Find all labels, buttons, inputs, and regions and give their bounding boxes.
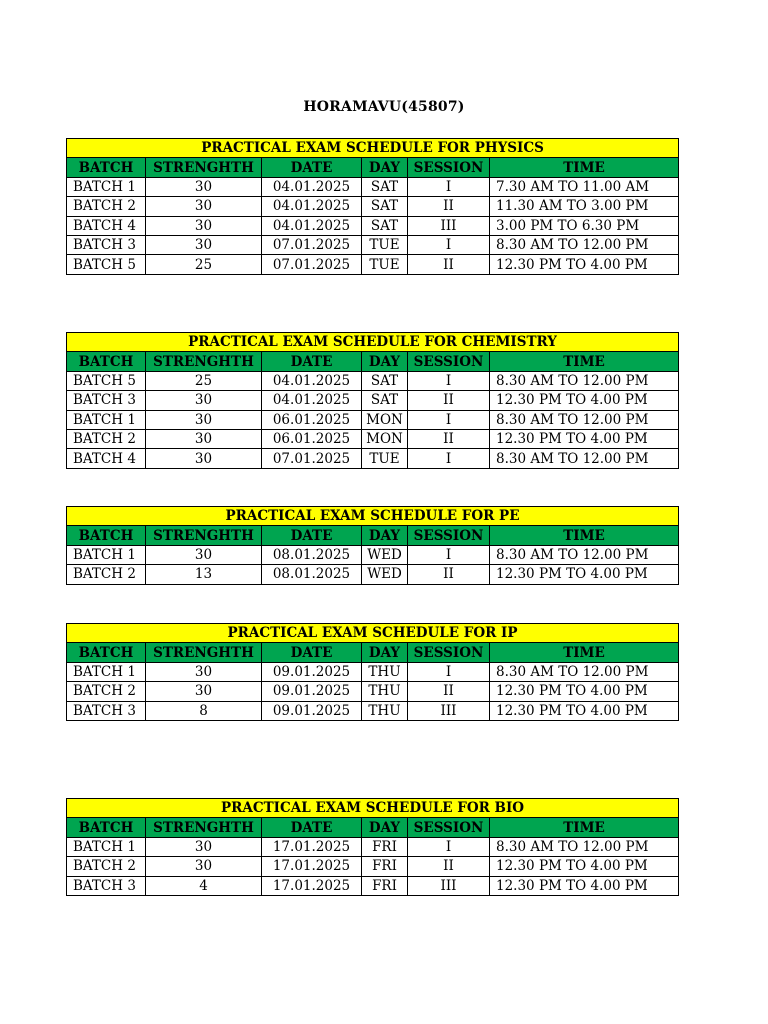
column-header-time: TIME — [490, 818, 679, 837]
cell-session: I — [408, 662, 490, 681]
cell-strength: 30 — [146, 682, 262, 701]
cell-date: 17.01.2025 — [262, 857, 362, 876]
cell-session: I — [408, 235, 490, 254]
cell-date: 04.01.2025 — [262, 197, 362, 216]
table-row — [67, 876, 679, 895]
column-header-time: TIME — [490, 643, 679, 662]
column-header-row — [67, 526, 679, 545]
table-row — [67, 857, 679, 876]
cell-date: 17.01.2025 — [262, 837, 362, 856]
cell-strength: 30 — [146, 837, 262, 856]
cell-time: 8.30 AM TO 12.00 PM — [490, 371, 679, 390]
cell-time: 12.30 PM TO 4.00 PM — [490, 429, 679, 448]
cell-batch: BATCH 1 — [67, 410, 146, 429]
cell-batch: BATCH 3 — [67, 391, 146, 410]
cell-day: WED — [362, 545, 408, 564]
column-header-row — [67, 158, 679, 177]
column-header-batch: BATCH — [67, 158, 146, 177]
cell-date: 04.01.2025 — [262, 216, 362, 235]
cell-date: 17.01.2025 — [262, 876, 362, 895]
cell-date: 06.01.2025 — [262, 429, 362, 448]
cell-day: MON — [362, 410, 408, 429]
schedule-table-bio — [66, 798, 679, 896]
cell-strength: 30 — [146, 857, 262, 876]
cell-batch: BATCH 1 — [67, 662, 146, 681]
cell-batch: BATCH 3 — [67, 876, 146, 895]
cell-session: I — [408, 177, 490, 196]
table-row — [67, 255, 679, 274]
cell-batch: BATCH 2 — [67, 682, 146, 701]
column-header-session: SESSION — [408, 158, 490, 177]
cell-date: 07.01.2025 — [262, 255, 362, 274]
cell-time: 8.30 AM TO 12.00 PM — [490, 235, 679, 254]
column-header-strength: STRENGHTH — [146, 526, 262, 545]
column-header-day: DAY — [362, 158, 408, 177]
column-header-session: SESSION — [408, 352, 490, 371]
cell-day: FRI — [362, 837, 408, 856]
table-row — [67, 837, 679, 856]
schedule-table-chemistry — [66, 332, 679, 469]
column-header-row — [67, 643, 679, 662]
cell-batch: BATCH 2 — [67, 857, 146, 876]
cell-time: 8.30 AM TO 12.00 PM — [490, 449, 679, 468]
cell-session: I — [408, 837, 490, 856]
cell-date: 09.01.2025 — [262, 701, 362, 720]
cell-day: THU — [362, 682, 408, 701]
page-title: HORAMAVU(45807) — [303, 99, 465, 115]
cell-time: 8.30 AM TO 12.00 PM — [490, 410, 679, 429]
schedule-title: PRACTICAL EXAM SCHEDULE FOR IP — [67, 624, 679, 643]
column-header-row — [67, 818, 679, 837]
cell-date: 09.01.2025 — [262, 662, 362, 681]
schedule-title-row — [67, 799, 679, 818]
cell-day: FRI — [362, 876, 408, 895]
column-header-session: SESSION — [408, 818, 490, 837]
cell-day: THU — [362, 662, 408, 681]
column-header-time: TIME — [490, 526, 679, 545]
cell-batch: BATCH 3 — [67, 235, 146, 254]
cell-day: SAT — [362, 177, 408, 196]
table-row — [67, 410, 679, 429]
column-header-time: TIME — [490, 352, 679, 371]
cell-time: 12.30 PM TO 4.00 PM — [490, 857, 679, 876]
cell-strength: 30 — [146, 662, 262, 681]
cell-time: 11.30 AM TO 3.00 PM — [490, 197, 679, 216]
cell-strength: 4 — [146, 876, 262, 895]
cell-session: II — [408, 197, 490, 216]
cell-batch: BATCH 2 — [67, 429, 146, 448]
table-row — [67, 429, 679, 448]
cell-day: SAT — [362, 371, 408, 390]
cell-time: 7.30 AM TO 11.00 AM — [490, 177, 679, 196]
cell-batch: BATCH 5 — [67, 371, 146, 390]
column-header-session: SESSION — [408, 643, 490, 662]
table-row — [67, 371, 679, 390]
cell-time: 8.30 AM TO 12.00 PM — [490, 662, 679, 681]
cell-date: 09.01.2025 — [262, 682, 362, 701]
column-header-row — [67, 352, 679, 371]
cell-strength: 13 — [146, 565, 262, 584]
cell-session: I — [408, 449, 490, 468]
cell-date: 04.01.2025 — [262, 391, 362, 410]
cell-day: MON — [362, 429, 408, 448]
cell-batch: BATCH 2 — [67, 565, 146, 584]
cell-session: II — [408, 391, 490, 410]
table-row — [67, 682, 679, 701]
cell-batch: BATCH 3 — [67, 701, 146, 720]
cell-time: 12.30 PM TO 4.00 PM — [490, 876, 679, 895]
schedule-title: PRACTICAL EXAM SCHEDULE FOR PHYSICS — [67, 139, 679, 158]
schedule-table-ip — [66, 623, 679, 721]
cell-day: TUE — [362, 235, 408, 254]
table-row — [67, 391, 679, 410]
cell-time: 8.30 AM TO 12.00 PM — [490, 545, 679, 564]
cell-time: 12.30 PM TO 4.00 PM — [490, 255, 679, 274]
cell-time: 3.00 PM TO 6.30 PM — [490, 216, 679, 235]
cell-session: I — [408, 371, 490, 390]
schedule-title: PRACTICAL EXAM SCHEDULE FOR CHEMISTRY — [67, 333, 679, 352]
cell-batch: BATCH 1 — [67, 177, 146, 196]
cell-date: 07.01.2025 — [262, 235, 362, 254]
cell-strength: 8 — [146, 701, 262, 720]
column-header-day: DAY — [362, 818, 408, 837]
column-header-session: SESSION — [408, 526, 490, 545]
cell-time: 8.30 AM TO 12.00 PM — [490, 837, 679, 856]
cell-strength: 30 — [146, 216, 262, 235]
column-header-day: DAY — [362, 352, 408, 371]
cell-date: 08.01.2025 — [262, 565, 362, 584]
column-header-strength: STRENGHTH — [146, 643, 262, 662]
cell-strength: 30 — [146, 235, 262, 254]
cell-date: 06.01.2025 — [262, 410, 362, 429]
cell-batch: BATCH 2 — [67, 197, 146, 216]
column-header-date: DATE — [262, 158, 362, 177]
cell-day: SAT — [362, 391, 408, 410]
cell-day: SAT — [362, 197, 408, 216]
cell-day: SAT — [362, 216, 408, 235]
schedule-title-row — [67, 507, 679, 526]
cell-batch: BATCH 1 — [67, 837, 146, 856]
schedule-title-row — [67, 139, 679, 158]
cell-date: 07.01.2025 — [262, 449, 362, 468]
cell-date: 08.01.2025 — [262, 545, 362, 564]
cell-batch: BATCH 4 — [67, 216, 146, 235]
table-row — [67, 565, 679, 584]
cell-session: II — [408, 429, 490, 448]
cell-day: TUE — [362, 449, 408, 468]
cell-day: WED — [362, 565, 408, 584]
column-header-strength: STRENGHTH — [146, 352, 262, 371]
column-header-time: TIME — [490, 158, 679, 177]
cell-date: 04.01.2025 — [262, 371, 362, 390]
schedule-title: PRACTICAL EXAM SCHEDULE FOR PE — [67, 507, 679, 526]
cell-session: II — [408, 682, 490, 701]
cell-strength: 30 — [146, 545, 262, 564]
cell-session: II — [408, 857, 490, 876]
cell-session: I — [408, 410, 490, 429]
cell-strength: 30 — [146, 197, 262, 216]
table-row — [67, 235, 679, 254]
column-header-batch: BATCH — [67, 818, 146, 837]
column-header-date: DATE — [262, 526, 362, 545]
table-row — [67, 545, 679, 564]
column-header-date: DATE — [262, 818, 362, 837]
table-row — [67, 701, 679, 720]
cell-day: THU — [362, 701, 408, 720]
column-header-batch: BATCH — [67, 526, 146, 545]
cell-time: 12.30 PM TO 4.00 PM — [490, 391, 679, 410]
cell-strength: 30 — [146, 177, 262, 196]
cell-strength: 30 — [146, 410, 262, 429]
cell-time: 12.30 PM TO 4.00 PM — [490, 565, 679, 584]
table-row — [67, 662, 679, 681]
column-header-strength: STRENGHTH — [146, 818, 262, 837]
table-row — [67, 216, 679, 235]
column-header-batch: BATCH — [67, 643, 146, 662]
column-header-strength: STRENGHTH — [146, 158, 262, 177]
cell-date: 04.01.2025 — [262, 177, 362, 196]
cell-session: II — [408, 565, 490, 584]
cell-session: II — [408, 255, 490, 274]
schedule-title-row — [67, 624, 679, 643]
column-header-batch: BATCH — [67, 352, 146, 371]
schedule-title: PRACTICAL EXAM SCHEDULE FOR BIO — [67, 799, 679, 818]
schedule-table-pe — [66, 506, 679, 585]
cell-batch: BATCH 5 — [67, 255, 146, 274]
cell-day: TUE — [362, 255, 408, 274]
cell-strength: 25 — [146, 371, 262, 390]
table-row — [67, 197, 679, 216]
cell-strength: 30 — [146, 391, 262, 410]
cell-batch: BATCH 4 — [67, 449, 146, 468]
cell-time: 12.30 PM TO 4.00 PM — [490, 701, 679, 720]
schedule-title-row — [67, 333, 679, 352]
column-header-day: DAY — [362, 643, 408, 662]
cell-batch: BATCH 1 — [67, 545, 146, 564]
cell-session: I — [408, 545, 490, 564]
column-header-day: DAY — [362, 526, 408, 545]
table-row — [67, 449, 679, 468]
cell-time: 12.30 PM TO 4.00 PM — [490, 682, 679, 701]
cell-session: III — [408, 216, 490, 235]
column-header-date: DATE — [262, 352, 362, 371]
table-row — [67, 177, 679, 196]
cell-session: III — [408, 876, 490, 895]
cell-strength: 30 — [146, 429, 262, 448]
cell-strength: 25 — [146, 255, 262, 274]
cell-session: III — [408, 701, 490, 720]
cell-strength: 30 — [146, 449, 262, 468]
column-header-date: DATE — [262, 643, 362, 662]
cell-day: FRI — [362, 857, 408, 876]
schedule-table-physics — [66, 138, 679, 275]
